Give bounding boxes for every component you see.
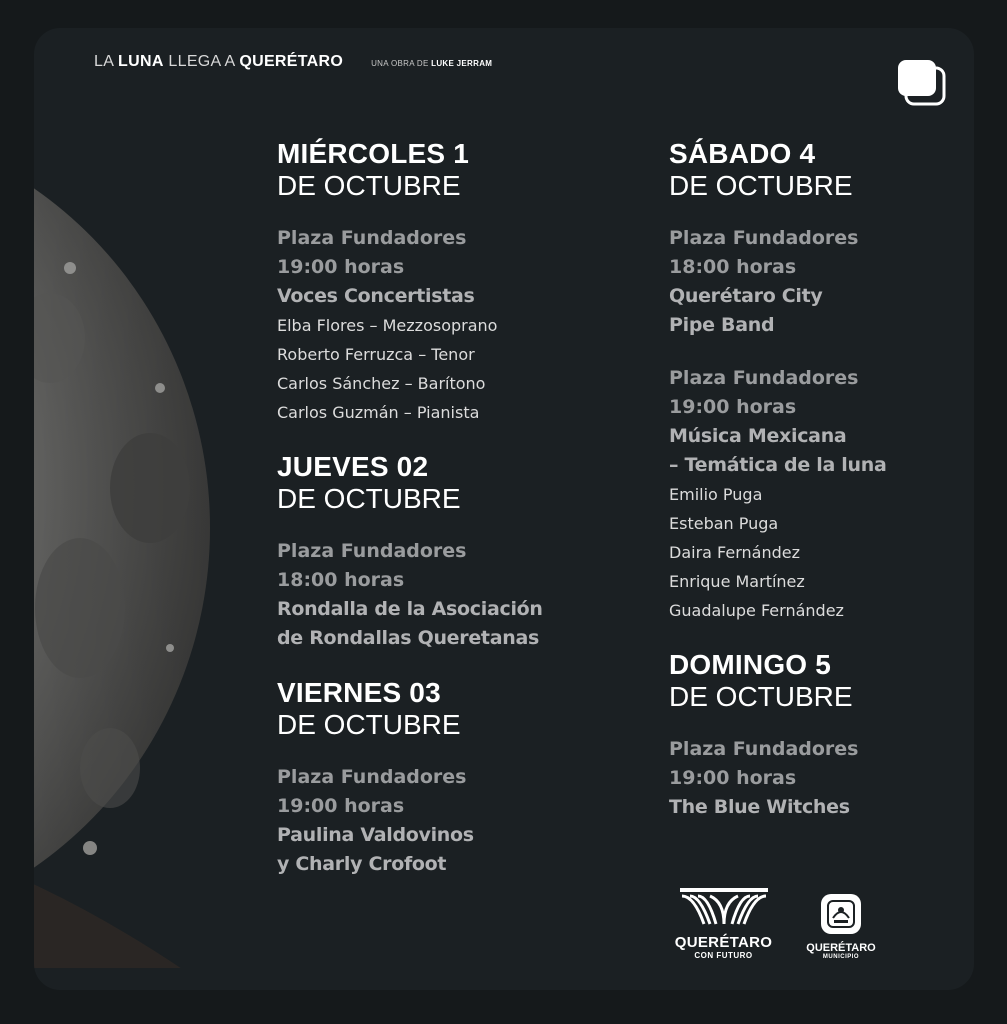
artist-item: Daira Fernández: [669, 543, 800, 562]
day-heading-wednesday: MIÉRCOLES 1: [277, 138, 470, 169]
title-luna: LUNA: [118, 53, 164, 70]
event-act: Paulina Valdovinos: [277, 824, 474, 846]
event-block: [277, 224, 607, 427]
artist-item: Guadalupe Fernández: [669, 601, 844, 620]
event-block: [669, 224, 974, 340]
event-time: 19:00 horas: [277, 256, 405, 278]
event-time: 18:00 horas: [669, 256, 797, 278]
municipality-logo-tagline: MUNICIPIO: [822, 954, 860, 960]
title-middle: LLEGA A: [163, 53, 240, 70]
event-act: Querétaro City: [669, 285, 823, 307]
day-heading-friday: VIERNES 03: [277, 677, 441, 708]
artist-item: Carlos Sánchez – Barítono: [277, 374, 486, 393]
month-label: DE OCTUBRE: [669, 170, 853, 201]
state-logo-tagline: CON FUTURO: [694, 951, 753, 960]
event-place: Plaza Fundadores: [277, 540, 467, 562]
day-heading-sunday: DOMINGO 5: [669, 649, 832, 680]
month-label: DE OCTUBRE: [277, 170, 461, 201]
queretaro-con-futuro-logo: [666, 888, 781, 960]
artist-item: Elba Flores – Mezzosoprano: [277, 316, 498, 335]
event-time: 19:00 horas: [669, 396, 797, 418]
event-block: [669, 735, 974, 822]
event-time: 18:00 horas: [277, 569, 405, 591]
event-act: – Temática de la luna: [669, 454, 887, 476]
month-label: DE OCTUBRE: [277, 709, 461, 740]
event-act: The Blue Witches: [669, 796, 850, 818]
day-heading-thursday: JUEVES 02: [277, 451, 429, 482]
event-place: Plaza Fundadores: [669, 738, 859, 760]
event-poster: [34, 28, 974, 990]
artist-item: Emilio Puga: [669, 485, 763, 504]
event-place: Plaza Fundadores: [669, 367, 859, 389]
event-place: Plaza Fundadores: [277, 766, 467, 788]
day-heading-saturday: SÁBADO 4: [669, 138, 816, 169]
event-act: y Charly Crofoot: [277, 853, 447, 875]
event-act: Voces Concertistas: [277, 285, 475, 307]
event-time: 19:00 horas: [669, 767, 797, 789]
stacked-squares-icon: [898, 60, 946, 106]
event-act: de Rondallas Queretanas: [277, 627, 539, 649]
event-place: Plaza Fundadores: [669, 227, 859, 249]
title-prefix: LA: [94, 53, 119, 70]
event-place: Plaza Fundadores: [277, 227, 467, 249]
event-time: 19:00 horas: [277, 795, 405, 817]
schedule-left-column: [277, 138, 607, 903]
credit-author: LUKE JERRAM: [431, 59, 493, 68]
moon-image: [34, 88, 210, 968]
municipality-logo-name: QUERÉTARO: [806, 942, 876, 954]
event-block: [277, 763, 607, 879]
state-logo-name: QUERÉTARO: [674, 934, 773, 951]
queretaro-municipio-logo: [796, 892, 886, 960]
event-block: [669, 364, 974, 625]
event-act: Música Mexicana: [669, 425, 847, 447]
coat-of-arms-icon: [819, 892, 863, 936]
month-label: DE OCTUBRE: [669, 681, 853, 712]
artist-item: Enrique Martínez: [669, 572, 805, 591]
event-act: Rondalla de la Asociación: [277, 598, 543, 620]
title-city: QUERÉTARO: [239, 53, 344, 70]
sponsor-logos: [666, 888, 916, 968]
event-act: Pipe Band: [669, 314, 775, 336]
poster-title: [94, 53, 343, 71]
artist-item: Carlos Guzmán – Pianista: [277, 403, 480, 422]
poster-credit: [371, 59, 492, 68]
credit-prefix: UNA OBRA DE: [371, 59, 432, 68]
poster-header: [94, 53, 492, 71]
schedule-right-column: [669, 138, 974, 846]
arches-icon: [674, 888, 774, 926]
artist-item: Roberto Ferruzca – Tenor: [277, 345, 475, 364]
event-block: [277, 537, 607, 653]
month-label: DE OCTUBRE: [277, 483, 461, 514]
artist-item: Esteban Puga: [669, 514, 779, 533]
